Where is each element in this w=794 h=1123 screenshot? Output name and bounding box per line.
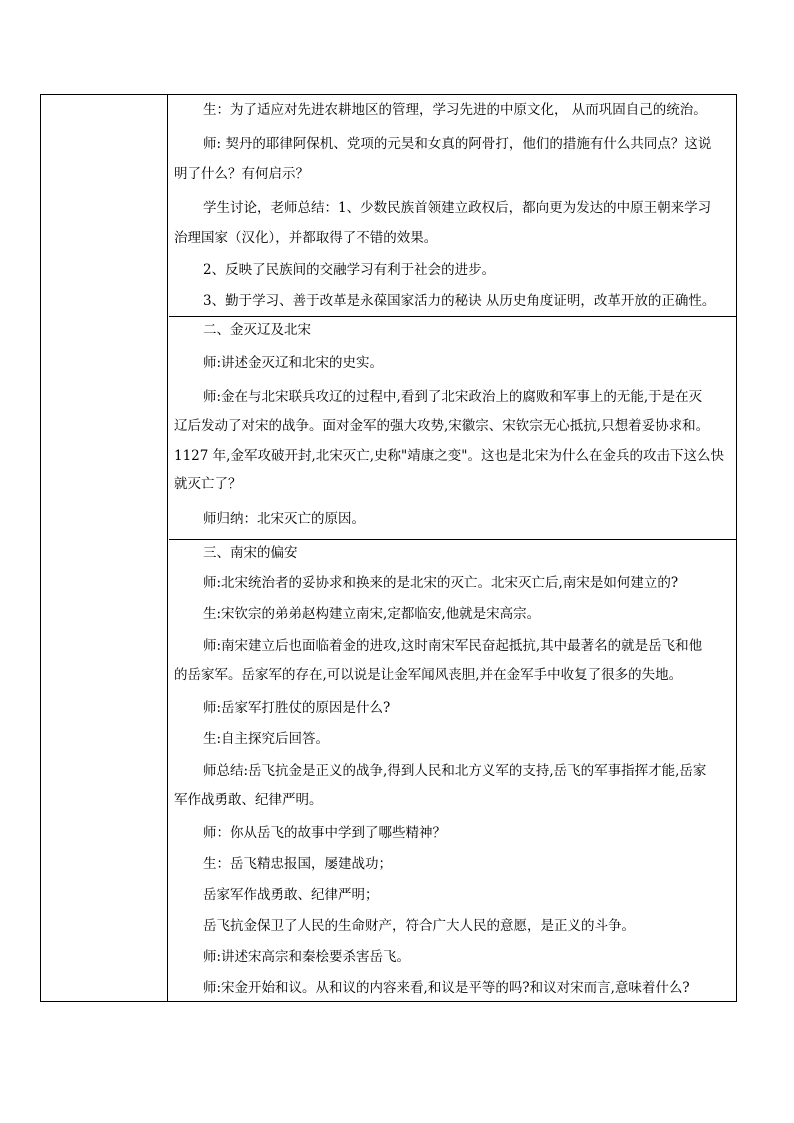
- text-line: 师:宋金开始和议。从和议的内容来看,和议是平等的吗?和议对宋而言,意味着什么?: [203, 980, 690, 996]
- text-line: 学生讨论，老师总结：1、少数民族首领建立政权后，都向更为发达的中原王朝来学习: [203, 200, 712, 216]
- text-line: 1127 年,金军攻破开封,北宋灭亡,史称"靖康之变"。这也是北宋为什么在金兵的攻击下这么快: [174, 448, 724, 464]
- text-line: 师:金在与北宋联兵攻辽的过程中,看到了北宋政治上的腐败和军事上的无能,于是在灭: [203, 389, 703, 405]
- left-column-cell: [41, 95, 168, 1001]
- section-1-cell: [169, 95, 737, 316]
- text-line: 师:岳家军打胜仗的原因是什么?: [203, 700, 391, 716]
- text-line: 岳飞抗金保卫了人民的生命财产，符合广大人民的意愿，是正义的斗争。: [203, 918, 635, 934]
- text-line: 的岳家军。岳家军的存在,可以说是让金军闻风丧胆,并在金军手中收复了很多的失地。: [174, 667, 683, 683]
- text-line: 治理国家（汉化），并都取得了不错的效果。: [174, 230, 438, 246]
- text-line: 岳家军作战勇敢、纪律严明；: [203, 887, 379, 903]
- text-line: 明了什么？有何启示？: [174, 166, 309, 182]
- text-line: 师归纳：北宋灭亡的原因。: [203, 511, 365, 527]
- text-line: 2、反映了民族间的交融学习有利于社会的进步。: [203, 262, 496, 278]
- text-line: 军作战勇敢、纪律严明。: [174, 792, 323, 808]
- text-line: 生:宋钦宗的弟弟赵构建立南宋,定都临安,他就是宋高宗。: [203, 606, 541, 622]
- text-line: 师: 契丹的耶律阿保机、党项的元昊和女真的阿骨打，他们的措施有什么共同点？这说: [203, 136, 712, 152]
- section-heading: 二、金灭辽及北宋: [203, 322, 311, 338]
- text-line: 3、勤于学习、善于改革是永葆国家活力的秘诀 从历史角度证明，改革开放的正确性。: [203, 293, 716, 309]
- text-line: 师:讲述金灭辽和北宋的史实。: [203, 355, 384, 371]
- text-line: 师:讲述宋高宗和秦桧要杀害岳飞。: [203, 949, 411, 965]
- text-line: 师:南宋建立后也面临着金的进攻,这时南宋军民奋起抵抗,其中最著名的就是岳飞和他: [203, 638, 703, 654]
- text-line: 师：你从岳飞的故事中学到了哪些精神？: [203, 825, 446, 841]
- text-line: 生：为了适应对先进农耕地区的管理，学习先进的中原文化， 从而巩固自己的统治。: [203, 102, 707, 118]
- text-line: 生：岳飞精忠报国，屡建战功；: [203, 856, 392, 872]
- lesson-table: [40, 94, 737, 1002]
- text-line: 师:北宋统治者的妥协求和换来的是北宋的灭亡。北宋灭亡后,南宋是如何建立的?: [203, 575, 679, 591]
- section-2-cell: [169, 317, 737, 539]
- text-line: 生:自主探究后回答。: [203, 731, 330, 747]
- text-line: 辽后发动了对宋的战争。面对金军的强大攻势,宋徽宗、宋钦宗无心抵抗,只想着妥协求和。: [174, 418, 710, 434]
- text-line: 就灭亡了？: [174, 476, 242, 492]
- text-line: 师总结:岳飞抗金是正义的战争,得到人民和北方义军的支持,岳飞的军事指挥才能,岳家: [203, 763, 707, 779]
- section-heading: 三、南宋的偏安: [203, 545, 298, 561]
- section-3-cell: [169, 540, 737, 1001]
